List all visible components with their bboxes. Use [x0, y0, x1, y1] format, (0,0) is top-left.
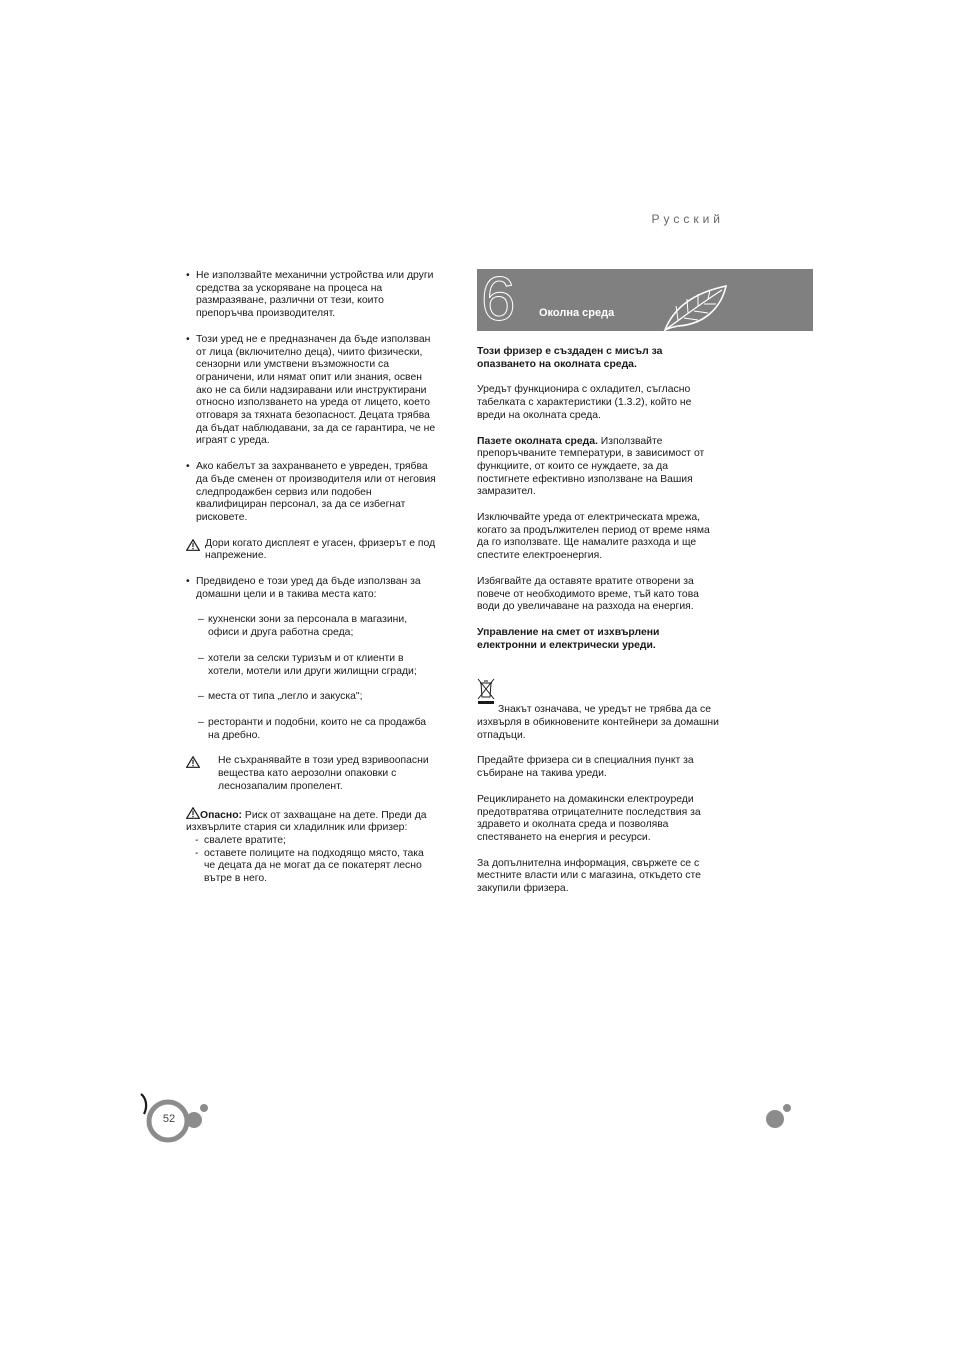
dash-mark: -: [195, 847, 199, 859]
danger-sub-shelves: [186, 848, 436, 886]
dash-mark: –: [198, 652, 204, 664]
bullet-domestic-use: [186, 576, 436, 601]
intro-bold: Този фризер е създаден с мисъл за опазването на околната среда.: [477, 346, 663, 370]
bullet-text: Не използвайте механични устройства или други средства за ускоряване на процеса на размразяване, различни от тези, които препоръчва производителят.: [196, 270, 434, 320]
bullet-mark: •: [186, 461, 190, 473]
danger-text: Риск от захващане на дете. Преди да изхвърлите стария си хладилник или фризер:: [186, 809, 427, 834]
protect-environment-paragraph: [477, 436, 722, 500]
weee-text: Знакът означава, че уредът не трябва да се изхвърля в обикновените контейнери за домашни отпадъци.: [477, 704, 719, 741]
danger-sub-text: оставете полиците на подходящо място, така че децата да не могат да се покатерят лесно вътре в него.: [204, 847, 424, 885]
left-column: [186, 270, 436, 899]
bullet-persons: [186, 334, 436, 448]
protect-environment-bold: Пазете околната среда.: [477, 435, 598, 447]
more-info-paragraph: За допълнителна информация, свържете се с местните власти или с магазина, откъдето сте закупили фризера.: [477, 857, 701, 895]
warning-display: [186, 538, 436, 563]
weee-heading-text: Управление на смет от изхвърлени електронни и електрически уреди.: [477, 626, 660, 651]
section-number: 6: [481, 265, 516, 334]
dash-item-hotels: [186, 653, 436, 678]
dash-item-bed-breakfast: [186, 691, 436, 704]
section-title: Околна среда: [539, 307, 615, 319]
warning-explosives: [186, 755, 436, 793]
dash-item-restaurants: [186, 717, 436, 742]
crossed-bin-icon: [477, 678, 495, 705]
right-column: [477, 346, 722, 909]
warning-triangle-icon: [186, 539, 200, 551]
dash-text: кухненски зони за персонала в магазини, офиси и друга работна среда;: [208, 614, 408, 639]
bullet-text: Този уред не е предназначен да бъде използван от лица (включително деца), чиито физически, сензорни или умствени възможности са ограничени, или нямат опит или знания, освен ако не са били надзиравани или инструктирани относно използването на уреда от лицето, което отговаря за тяхната безопасност. Децата трябва да бъдат наблюдавани, за да се гарантира, че не играят с уреда.: [196, 333, 436, 447]
bullet-mark: •: [186, 576, 190, 588]
unplug-paragraph: Изключвайте уреда от електрическата мрежа, когато за продължителен период от време няма да го използвате. Ще намалите разхода и ще спестите електроенергия.: [477, 512, 710, 562]
danger-sub-doors: [186, 835, 436, 848]
warning-text: Не съхранявайте в този уред взривоопасни вещества като аерозолни опаковки с леснозапалим пропелент.: [218, 755, 429, 792]
dash-mark: –: [198, 691, 204, 703]
bullet-defrost: [186, 270, 436, 321]
bullet-mark: •: [186, 333, 190, 345]
language-label: Русский: [651, 212, 724, 226]
dash-text: хотели за селски туризъм и от клиенти в хотели, мотели или други жилищни сгради;: [208, 652, 417, 677]
page-number: 52: [162, 1113, 176, 1125]
refrigerant-paragraph: Уредът функционира с охладител, съгласно табелката с характеристики (1.3.2), който не вреди на околната среда.: [477, 384, 692, 421]
warning-text: Дори когато дисплеят е угасен, фризерът е под напрежение.: [205, 537, 436, 562]
dash-mark: -: [195, 834, 199, 846]
weee-paragraph: [477, 678, 722, 742]
recycling-paragraph: Рециклирането на домакински електроуреди предотвратява отрицателните последствия за здравето и околната среда и позволява спестяването на енергия и ресурси.: [477, 793, 701, 843]
danger-sub-text: свалете вратите;: [204, 834, 286, 846]
corner-dots-decoration: [764, 1100, 794, 1130]
doors-paragraph: Избягвайте да оставяте вратите отворени за повече от необходимото време, тъй като това води до увеличаване на разхода на енергия.: [477, 575, 699, 613]
dash-text: ресторанти и подобни, които не са продажба на дребно.: [208, 716, 427, 741]
weee-heading: [477, 627, 722, 652]
collection-paragraph: Предайте фризера си в специалния пункт за събиране на такива уреди.: [477, 755, 694, 780]
dash-text: места от типа „легло и закуска";: [208, 691, 363, 703]
bullet-text: Ако кабелът за захранването е увреден, трябва да бъде сменен от производителя или от неговия следпродажбен сервиз или подобен квалифициран персонал, за да се избегнат рисковете.: [196, 461, 436, 523]
bullet-mark: •: [186, 270, 190, 281]
danger-block: [186, 807, 436, 886]
bullet-text: Предвидено е този уред да бъде използван за домашни цели и в такива места като:: [196, 576, 421, 600]
intro-paragraph: [477, 346, 722, 371]
section-banner: [477, 265, 813, 334]
warning-triangle-icon: [186, 756, 200, 768]
danger-label: Опасно:: [200, 809, 242, 821]
dash-mark: –: [198, 614, 204, 626]
danger-intro: [186, 807, 436, 835]
dash-item-kitchens: [186, 614, 436, 639]
warning-triangle-icon: [186, 807, 200, 819]
protect-environment-text: Използвайте препоръчваните температури, в зависимост от функциите, от които се нуждаете, за да постигнете ефективно използване на Вашия замразител.: [477, 435, 705, 498]
leaf-icon: [660, 282, 730, 332]
bullet-cable: [186, 461, 436, 525]
dash-mark: –: [198, 716, 204, 728]
